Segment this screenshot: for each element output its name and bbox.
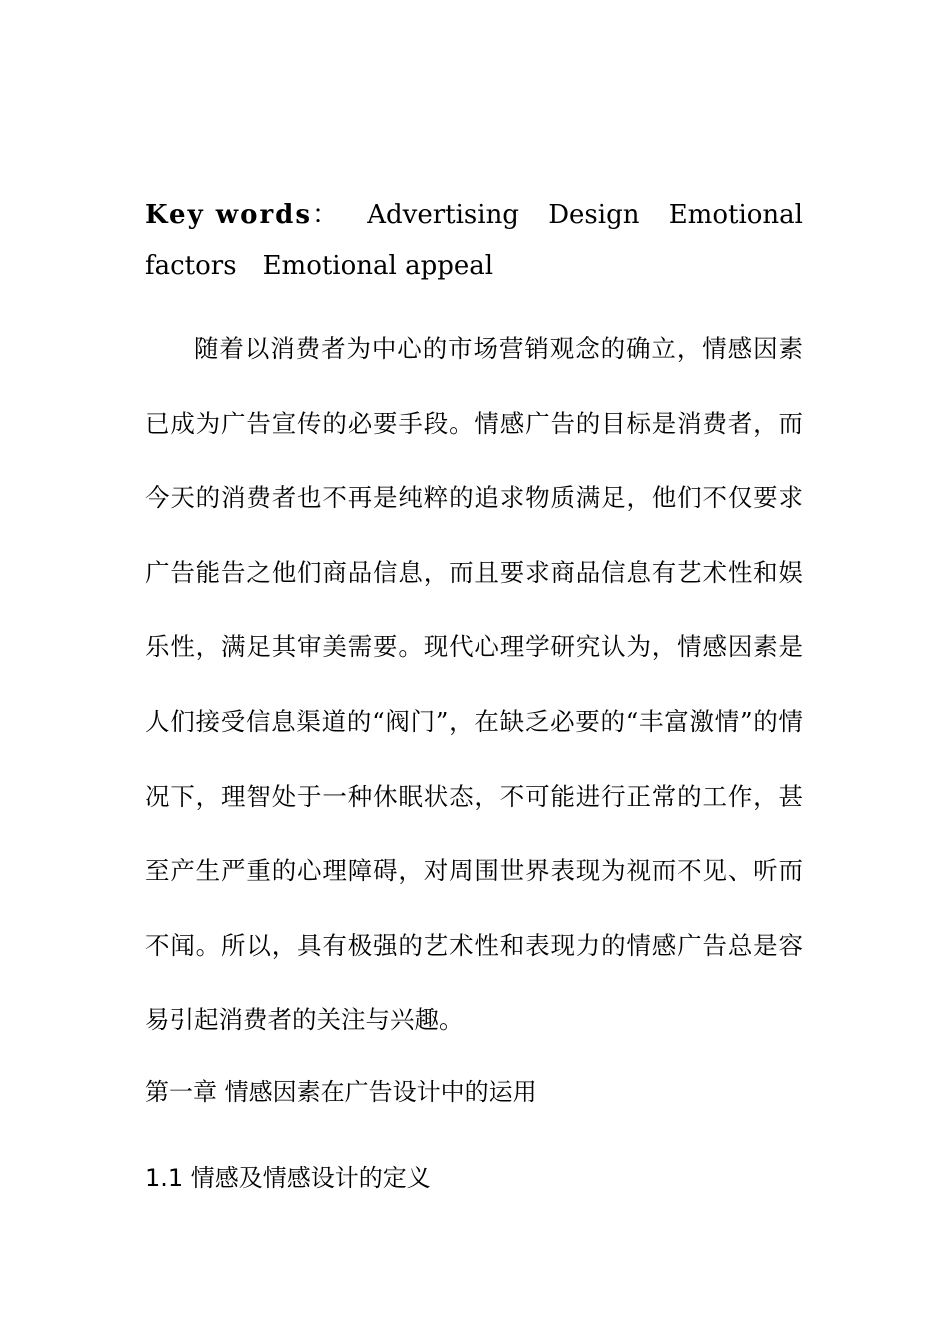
keywords-line-2 [145, 241, 803, 292]
section-heading: 1.1 情感及情感设计的定义 [145, 1164, 431, 1192]
body-paragraph: 随着以消费者为中心的市场营销观念的确立，情感因素已成为广告宣传的必要手段。情感广告的目标是消费者，而今天的消费者也不再是纯粹的追求物质满足，他们不仅要求广告能告之他们商品信息，而且要求商品信息有艺术性和娱乐性，满足其审美需要。现代心理学研究认为，情感因素是人们接受信息渠道的“阀门”，在缺乏必要的“丰富激情”的情况下，理智处于一种休眠状态，不可能进行正常的工作，甚至产生严重的心理障碍，对周围世界表现为视而不见、听而不闻。所以，具有极强的艺术性和表现力的情感广告总是容易引起消费者的关注与兴趣。 [145, 334, 803, 1035]
keywords-colon: ： [311, 200, 338, 230]
keywords-block [145, 190, 803, 292]
chapter-heading: 第一章 情感因素在广告设计中的运用 [145, 1078, 537, 1106]
keyword-word: Emotional [668, 200, 803, 230]
keyword-word: Advertising [367, 200, 519, 230]
keywords-line-1 [145, 190, 803, 241]
keyword-word: Design [548, 200, 640, 230]
keyword-word: Emotional appeal [262, 251, 494, 281]
keywords-label: Key words [145, 200, 312, 230]
keywords-label-group [145, 190, 338, 241]
keyword-word: factors [145, 251, 237, 281]
